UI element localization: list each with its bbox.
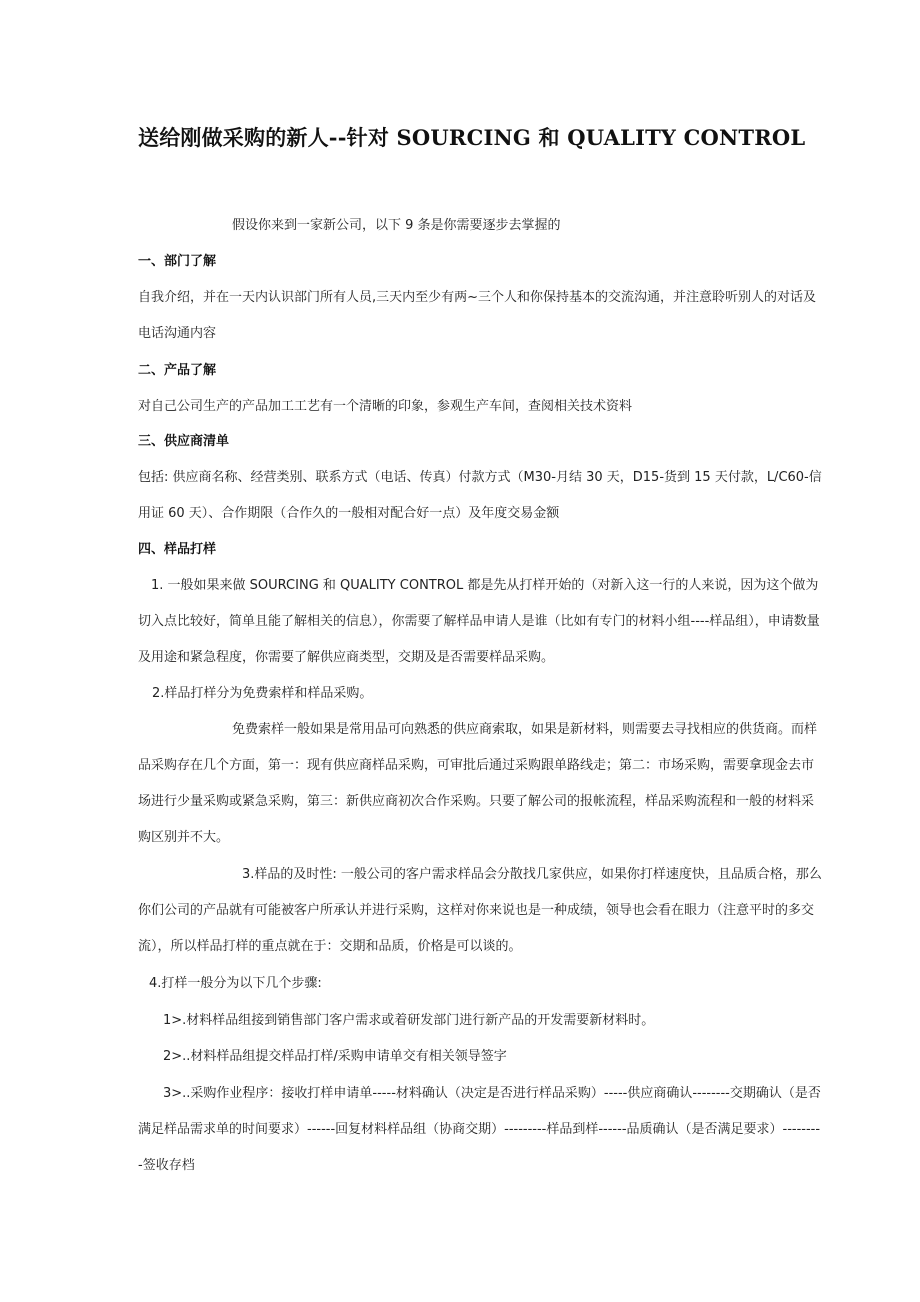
section-2-body: 对自己公司生产的产品加工工艺有一个清晰的印象，参观生产车间，查阅相关技术资料 bbox=[138, 399, 633, 414]
step-1: 1>.材料样品组接到销售部门客户需求或着研发部门进行新产品的开发需要新材料时。 bbox=[163, 1013, 655, 1028]
section-4-heading: 四、样品打样 bbox=[138, 542, 217, 557]
section-4-item-4: 4.打样一般分为以下几个步骤: bbox=[149, 976, 322, 991]
document-title: 送给刚做采购的新人--针对 SOURCING 和 QUALITY CONTROL bbox=[138, 125, 806, 150]
section-3-body: 包括: 供应商名称、经营类别、联系方式（电话、传真）付款方式（M30-月结 30 天，D15-货到 15 天付款，L/C60-信用证 60 天）、合作期限（合作久的一般相对配合好一点）及年度交易金额 bbox=[138, 470, 822, 521]
step-2: 2>..材料样品组提交样品打样/采购申请单交有相关领导签字 bbox=[163, 1049, 507, 1064]
section-2-heading: 二、产品了解 bbox=[138, 363, 217, 378]
section-1-heading: 一、部门了解 bbox=[138, 254, 217, 269]
section-1-body: 自我介绍，并在一天内认识部门所有人员,三天内至少有两~三个人和你保持基本的交流沟通，并注意聆听别人的对话及电话沟通内容 bbox=[138, 290, 817, 341]
section-4-item-2: 2.样品打样分为免费索样和样品采购。 bbox=[152, 686, 373, 701]
section-4-item-2-detail: 免费索样一般如果是常用品可向熟悉的供应商索取，如果是新材料，则需要去寻找相应的供货商。而样品采购存在几个方面，第一：现有供应商样品采购，可审批后通过采购跟单路线走；第二：市场采购，需要拿现金去市场进行少量采购或紧急采购，第三：新供应商初次合作采购。只要了解公司的报帐流程，样品采购流程和一般的材料采购区别并不大。 bbox=[138, 722, 818, 845]
step-3: 3>..采购作业程序：接收打样申请单-----材料确认（决定是否进行样品采购）-----供应商确认--------交期确认（是否满足样品需求单的时间要求）------回复材料样品组（协商交期）---------样品到样------品质确认（是否满足要求）---------签收存档 bbox=[138, 1086, 821, 1173]
section-4-item-1: 1. 一般如果来做 SOURCING 和 QUALITY CONTROL 都是先从打样开始的（对新入这一行的人来说，因为这个做为切入点比较好，简单且能了解相关的信息），你需要了解样品申请人是谁（比如有专门的材料小组----样品组），申请数量及用途和紧急程度，你需要了解供应商类型，交期及是否需要样品采购。 bbox=[138, 578, 820, 665]
intro-text: 假设你来到一家新公司，以下 9 条是你需要逐步去掌握的 bbox=[232, 218, 561, 233]
section-4-item-3: 3.样品的及时性: 一般公司的客户需求样品会分散找几家供应，如果你打样速度快，且品质合格，那么你们公司的产品就有可能被客户所承认并进行采购，这样对你来说也是一种成绩，领导也会看在眼力（注意平时的多交流），所以样品打样的重点就在于：交期和品质，价格是可以谈的。 bbox=[138, 867, 822, 954]
section-3-heading: 三、供应商清单 bbox=[138, 434, 230, 449]
